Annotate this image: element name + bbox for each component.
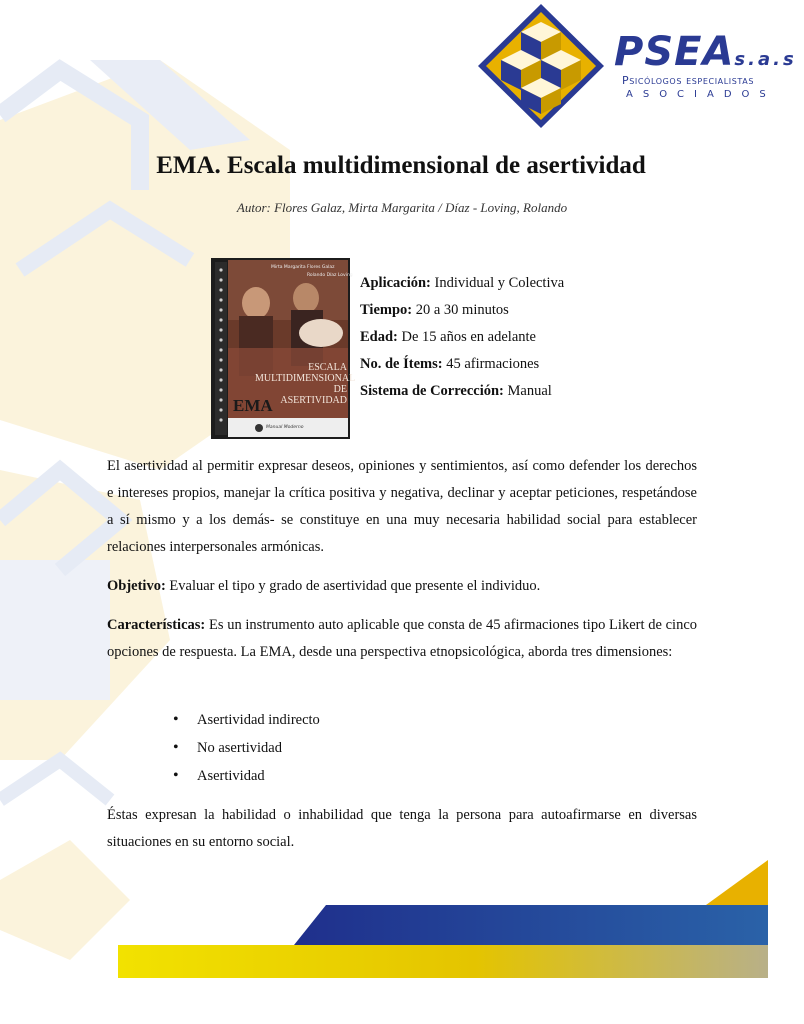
logo-emblem-icon [476, 2, 606, 130]
book-cover-art [211, 258, 356, 439]
logo-tagline-associates: ASOCIADOS [626, 89, 776, 100]
list-item: • Asertividad indirecto [173, 706, 320, 734]
list-item: • Asertividad [173, 762, 320, 790]
company-logo [476, 2, 797, 130]
closing-paragraph: Éstas expresan la habilidad o inhabilidad que tenga la persona para autoafirmarse en diversas situaciones en su entorno social. [107, 807, 697, 850]
spec-application: Aplicación: Individual y Colectiva [360, 275, 565, 291]
cover-authors: Mirta Margarita Flores Galaz Rolando Díaz Loving [271, 265, 353, 278]
logo-wordmark: PSEAs.a.s [614, 29, 797, 75]
spec-scoring: Sistema de Corrección: Manual [360, 383, 552, 399]
logo-tagline: Psicólogos especialistas [622, 74, 755, 87]
spec-items: No. de Ítems: 45 afirmaciones [360, 356, 540, 372]
cover-title: ESCALA MULTIDIMENSIONAL DE ASERTIVIDAD [255, 362, 356, 406]
spec-time: Tiempo: 20 a 30 minutos [360, 302, 509, 318]
document-title: EMA. Escala multidimensional de asertividad [156, 152, 646, 179]
intro-paragraph: El asertividad al permitir expresar deseos, opiniones y sentimientos, así como defender los derechos e intereses propios, manejar la crítica positiva y negativa, declinar y aceptar peticiones, respetándose a sí mismo y a los demás- se constituye en una muy necesaria habilidad social para establecer relaciones interpersonales armónicas. [107, 458, 697, 555]
test-specifications [360, 270, 564, 405]
cover-acronym: EMA [233, 396, 273, 415]
list-item: • No asertividad [173, 734, 320, 762]
footer-stripes [0, 860, 768, 990]
objective-paragraph: Objetivo: Evaluar el tipo y grado de asertividad que presente el individuo. [107, 578, 541, 594]
dimensions-list [173, 706, 320, 790]
spec-age: Edad: De 15 años en adelante [360, 329, 536, 345]
features-paragraph: Características: Es un instrumento auto aplicable que consta de 45 afirmaciones tipo Likert de cinco opciones de respuesta. La EMA, desde una perspectiva etnopsicológica, aborda tres dimensiones: [107, 617, 698, 660]
document-author: Autor: Flores Galaz, Mirta Margarita / Díaz - Loving, Rolando [236, 200, 568, 215]
book-cover-image [211, 258, 356, 439]
cover-publisher: Manual Moderno [266, 425, 304, 430]
